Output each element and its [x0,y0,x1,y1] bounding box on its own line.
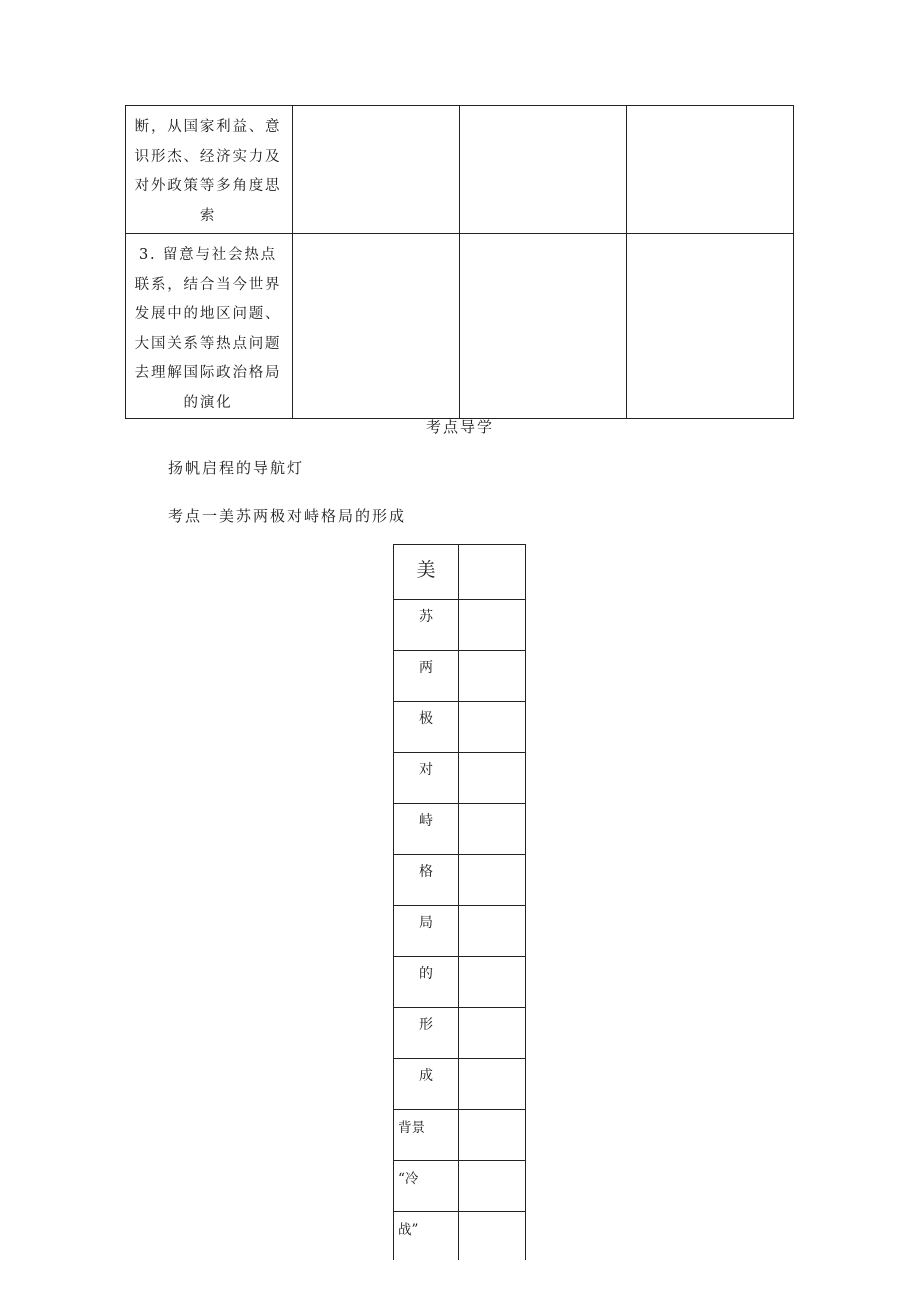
table-row [394,855,526,906]
table-row [394,804,526,855]
table-cell-empty [293,106,460,234]
table-cell: 3. 留意与社会热点联系，结合当今世界发展中的地区问题、大国关系等热点问题去理解国际政治格局的演化 [126,234,293,419]
outline-blank [459,545,526,600]
outline-blank [459,1008,526,1059]
table-cell-empty [627,106,794,234]
outline-label: 对 [394,753,459,804]
outline-blank [459,753,526,804]
outline-blank [459,804,526,855]
table-row [394,1161,526,1212]
outline-label: 局 [394,906,459,957]
objectives-table [125,105,794,417]
outline-blank [459,957,526,1008]
table-row [394,906,526,957]
outline-label: 美 [394,545,459,600]
outline-label: 形 [394,1008,459,1059]
outline-blank [459,1059,526,1110]
table-row [126,234,794,419]
outline-blank [459,600,526,651]
table-row [394,1008,526,1059]
outline-label: 极 [394,702,459,753]
outline-blank [459,1110,526,1161]
table-cell: 断，从国家利益、意识形杰、经济实力及对外政策等多角度思索 [126,106,293,234]
topic-outline-table [393,544,526,1238]
outline-label: 的 [394,957,459,1008]
section-title: 考点导学 [425,418,494,436]
outline-label: 苏 [394,600,459,651]
outline-label: 两 [394,651,459,702]
table-row [394,1212,526,1261]
table-row [394,753,526,804]
table-row [126,106,794,234]
table-row [394,651,526,702]
topic-heading: 考点一美苏两极对峙格局的形成 [168,507,407,525]
outline-label: 峙 [394,804,459,855]
outline-blank [459,906,526,957]
outline-blank [459,855,526,906]
outline-label: 成 [394,1059,459,1110]
outline-blank [459,1161,526,1212]
table-cell-empty [460,106,627,234]
table-cell-empty [460,234,627,419]
outline-blank [459,651,526,702]
table-row [394,600,526,651]
navigation-heading: 扬帆启程的导航灯 [168,459,305,477]
outline-label: 战” [394,1212,459,1261]
outline-blank [459,702,526,753]
table-row [394,1110,526,1161]
table-cell-empty [293,234,460,419]
outline-label: 格 [394,855,459,906]
table-row [394,702,526,753]
table-row [394,545,526,600]
table-row [394,1059,526,1110]
table-cell-empty [627,234,794,419]
outline-blank [459,1212,526,1261]
outline-label: “冷 [394,1161,459,1212]
outline-label: 背景 [394,1110,459,1161]
table-row [394,957,526,1008]
